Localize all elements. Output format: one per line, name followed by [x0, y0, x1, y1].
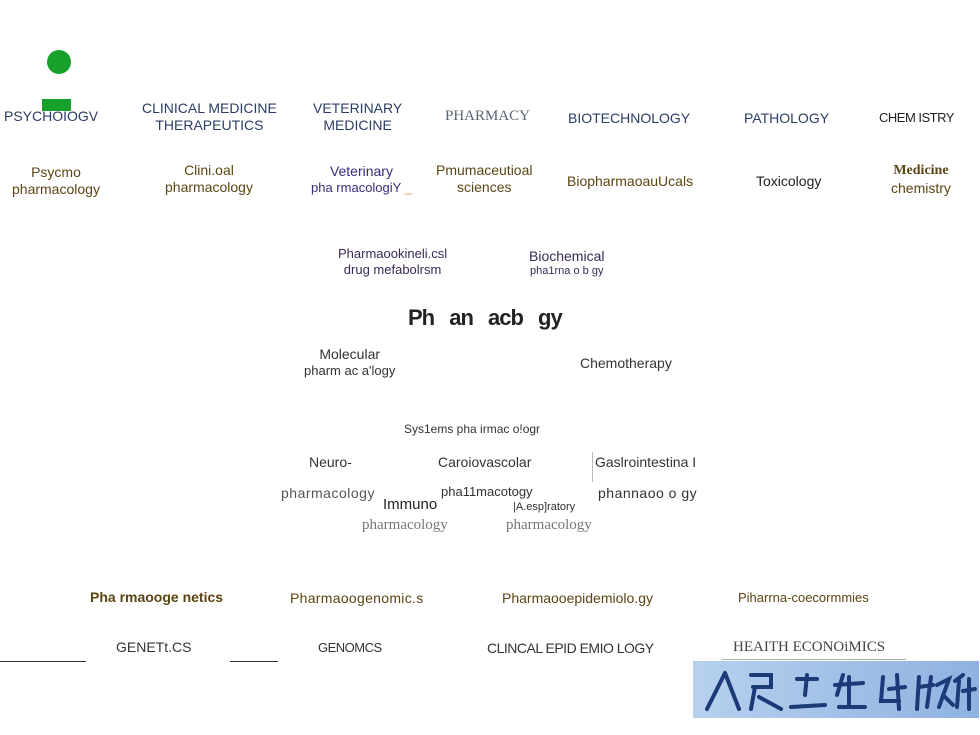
label-line: Biochemical	[529, 248, 605, 264]
sub-line: Veterinary	[329, 163, 393, 179]
sub-line: pharmacology	[12, 180, 100, 197]
clinical-epidemiology-label: CLINCAL EPID EMIO LOGY	[487, 640, 654, 656]
molecular-pharmacology-label	[304, 346, 395, 378]
sub-psychopharmacology	[12, 164, 100, 198]
respiratory-label: |A.esp]ratory	[513, 501, 576, 513]
sub-line: Clini.oal	[184, 162, 234, 178]
gastrointestinal-pharmacology-label: phannaoo o gy	[598, 485, 698, 501]
pharmacoepidemiology-label: Pharmaooepidemiolo.gy	[502, 590, 653, 606]
green-dot-marker	[47, 50, 71, 74]
discipline-chemistry: CHEM ISTRY	[879, 110, 954, 125]
label-line: Pharmaookineli.csl	[338, 246, 448, 261]
biochemical-pharmacology-label	[529, 248, 604, 278]
rule-line	[722, 659, 906, 660]
gastrointestinal-label: Gaslrointestina I	[595, 454, 697, 470]
sub-line: pha rmacologiY _	[311, 179, 412, 195]
label-line: VETERINARY	[313, 100, 403, 116]
genomics-label: GENOMCS	[318, 640, 382, 655]
cardiovascular-label: Caroiovascolar	[438, 454, 532, 470]
label-line: CLINICAL MEDICINE	[142, 100, 277, 116]
sub-line: sciences	[457, 178, 512, 195]
discipline-clinical-medicine	[142, 100, 277, 134]
sub-clinical-pharmacology	[165, 162, 253, 196]
immunopharmacology-label: pharmacology	[362, 517, 448, 533]
sub-pharmaceutical-sciences	[436, 162, 533, 196]
sub-veterinary-pharmacology	[311, 163, 412, 195]
sub-line: Medicine	[893, 163, 949, 178]
divider	[592, 452, 593, 482]
cardiovascular-pharmacology-label: pha11macotogy	[441, 484, 533, 499]
discipline-veterinary-medicine	[313, 100, 402, 134]
sub-line: Pmumaceutioal	[436, 162, 533, 178]
immuno-label: Immuno	[383, 496, 438, 513]
discipline-pharmacy: PHARMACY	[445, 108, 531, 124]
respiratory-pharmacology-label: pharmacology	[506, 517, 592, 533]
label-line: pha1rna o b gy	[530, 264, 604, 277]
sub-line: pharmacology	[165, 178, 253, 195]
label-line: drug mefabolrsm	[343, 261, 442, 277]
neuropharmacology-label: pharmacology	[281, 485, 375, 501]
label-line: MEDICINE	[323, 116, 392, 133]
pharmacogenomics-label: Pharmaoogenomic.s	[290, 590, 424, 606]
label-line: pharm ac a'logy	[304, 362, 396, 378]
pharmacokinetics-label	[338, 246, 447, 277]
rule-line	[0, 661, 86, 662]
central-title: Ph an acb gy	[408, 305, 562, 330]
label-line: Molecular	[319, 346, 381, 362]
discipline-psychology: PSYCHOIOGV	[4, 108, 99, 124]
sub-medicinal-chemistry	[891, 163, 951, 197]
sub-line: chemistry	[891, 179, 951, 196]
neuro-label: Neuro-	[309, 454, 352, 470]
sub-line: Psycmo	[31, 164, 81, 180]
discipline-biotechnology: BIOTECHNOLOGY	[568, 110, 691, 126]
systems-pharmacology-label: Sys1ems pha irmac o!ogr	[404, 422, 541, 436]
sub-toxicology: Toxicology	[756, 173, 822, 189]
publisher-logo	[693, 661, 979, 718]
logo-calligraphy-image	[693, 661, 979, 718]
genetics-label: GENETt.CS	[116, 639, 192, 655]
label-line: THERAPEUTICS	[155, 116, 264, 133]
health-economics-label: HEAITH ECONOiMICS	[733, 639, 886, 655]
discipline-pathology: PATHOLOGY	[744, 110, 830, 126]
sub-biopharmaceuticals: BiopharmaoauUcals	[567, 173, 694, 189]
pharmacogenetics-label: Pha rmaooge netics	[90, 589, 224, 605]
chemotherapy-label: Chemotherapy	[580, 355, 672, 371]
pharmacoeconomics-label: Piharrna-coecormmies	[738, 590, 869, 605]
rule-line	[230, 661, 278, 662]
